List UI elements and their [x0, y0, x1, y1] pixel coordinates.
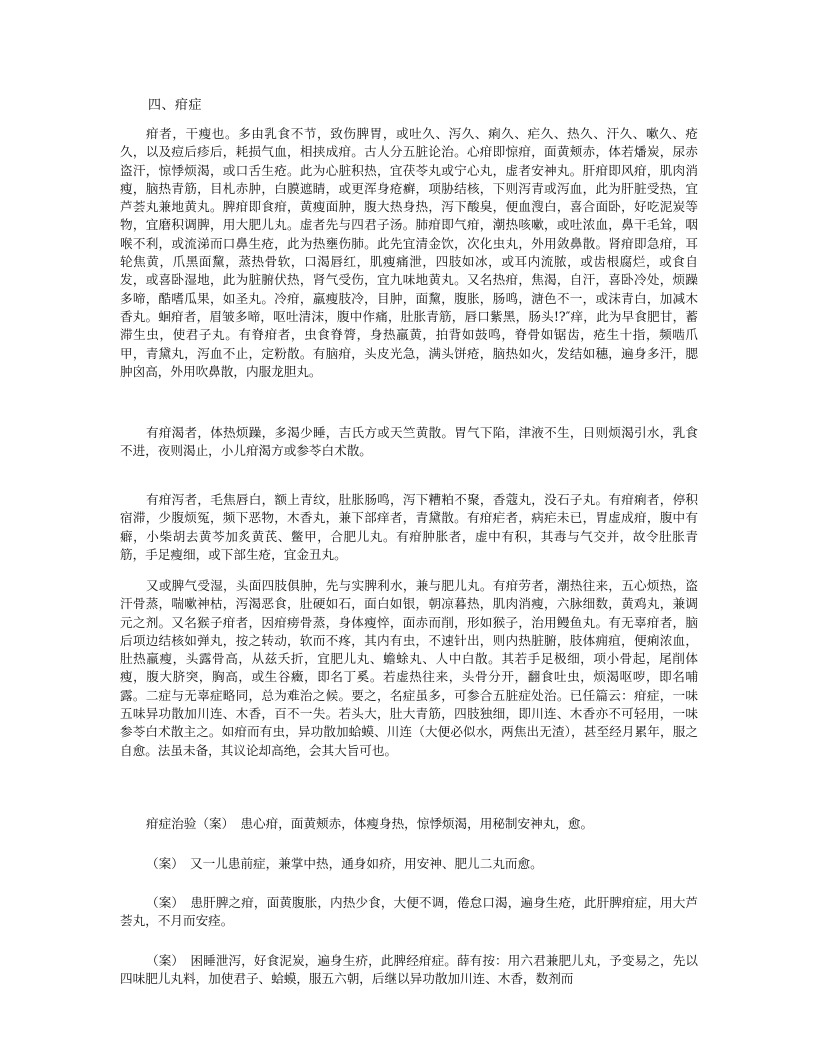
case-record: （案） 患肝脾之疳，面黄腹胀，内热少食，大便不调，倦怠口渴，遍身生疮，此肝脾疳症，用大芦荟丸，不月而安痊。: [120, 895, 698, 929]
paragraph-thirst: 有疳渴者，体热烦躁，多渴少睡，吉氏方或天竺黄散。胃气下陷，津液不生，日则烦渴引水，乳食不进，夜则渴止，小儿疳渴方或参苓白术散。: [120, 425, 698, 459]
case-record: （案） 困睡泄泻，好食泥炭，遍身生疥，此脾经疳症。薛有按：用六君兼肥儿丸，予变易之，先以四味肥儿丸料，加使君子、蛤蟆，服五六朝，后继以异功散加川连、木香，数剂而: [120, 953, 698, 987]
paragraph-edema: 又或脾气受湿，头面四肢俱肿，先与实脾利水，兼与肥儿丸。有疳劳者，潮热往来，五心烦热，盗汗骨蒸，喘嗽神枯，泻渴恶食，肚硬如石，面白如银，朝凉暮热，肌肉消瘦，六脉细数，黄鸡丸，兼调元之剂。又名猴子疳者，因疳痨骨蒸，身体瘦悴，面赤而削，形如猴子，治用鳗鱼丸。有无辜疳者，脑后项边结核如弹丸，按之转动，软而不疼，其内有虫，不速针出，则内热脏腑，肢体痈疽，便痢浓血，肚热羸瘦，头露骨高，从兹夭折，宜肥儿丸、蟾蜍丸、人中白散。其若手足极细，项小骨起，尾削体瘦，腹大脐突，胸高，或生谷癥，即名丁奚。若虚热往来，头骨分开，翻食吐虫，烦渴呕哕，即名哺露。二症与无辜症略同，总为难治之候。要之，名症虽多，可参合五脏症处治。已任篇云：疳症，一味五味异功散加川连、木香，百不一失。若头大，肚大青筋，四肢独细，即川连、木香亦不可轻用，一味参苓白术散主之。如疳而有虫，异功散加蛤蟆、川连（大便必似水，两焦出无渣），甚至经月累年，服之自愈。法虽未备，其议论却高绝，会其大旨可也。: [120, 578, 698, 758]
paragraph-diarrhea: 有疳泻者，毛焦唇白，额上青纹，肚胀肠鸣，泻下糟粕不聚，香蔻丸，没石子丸。有疳痢者，停积宿滞，少腹烦冤，频下恶物，木香丸，兼下部痒者，青黛散。有疳疟者，病疟未已，胃虚成疳，腹中有癖，小柴胡去黄芩加炙黄芪、鳖甲，合肥儿丸。有疳肿胀者，虚中有积，其毒与气交并，故令肚胀青筋，手足瘦细，或下部生疮，宜金丑丸。: [120, 492, 698, 562]
case-record: （案） 又一儿患前症，兼掌中热，通身如疥，用安神、肥儿二丸而愈。: [146, 856, 543, 871]
section-heading: 四、疳症: [148, 98, 203, 113]
case-record: 疳症治验（案） 患心疳，面黄颊赤，体瘦身热，惊悸烦渴，用秘制安神丸，愈。: [146, 816, 594, 831]
paragraph-main: 疳者，干瘦也。多由乳食不节，致伤脾胃，或吐久、泻久、痢久、疟久、热久、汗久、嗽久、疮久，以及痘后疹后，耗损气血，相挟成疳。古人分五脏论治。心疳即惊疳，面黄颊赤，体若燔炭，尿赤盗汗，惊悸烦渴，或口舌生疮。此为心脏积热，宜茯苓丸或宁心丸，虚者安神丸。肝疳即风疳，肌肉消瘦，脑热青筋，目札赤肿，白膜遮睛，或更浑身疮癣，项胁结核，下则泻青或泻血，此为肝脏受热，宜芦荟丸兼地黄丸。脾疳即食疳，黄瘦面肿，腹大热身热，泻下酸臭，便血溲白，喜合面卧，好吃泥炭等物，宜磨积调脾，用大肥儿丸。虚者先与四君子汤。肺疳即气疳，潮热咳嗽，或吐浓血，鼻干毛耸，咽喉不利，或流涕而口鼻生疮，此为热壅伤肺。此先宜清金饮，次化虫丸，外用敛鼻散。肾疳即急疳，耳轮焦黄，爪黑面黧，蒸热骨软，口渴唇红，肌瘦痛泄，四肢如冰，或耳内流脓，或齿根腐烂，或食自发，或喜卧湿地，此为脏腑伏热，肾气受伤，宜九味地黄丸。又名热疳，焦渴，自汗，喜卧冷处，烦躁多啼，酷嗜瓜果，如圣丸。冷疳，羸瘦肢冷，目肿，面黧，腹胀，肠鸣，溏色不一，或沫青白，加减木香丸。蛔疳者，眉皱多啼，呕吐清沫，腹中作痛，肚胀青筋，唇口紫黑，肠头!?″痒，此为早食肥甘，蓄滞生虫，使君子丸。有脊疳者，虫食脊膂，身热羸黄，拍背如鼓鸣，脊骨如锯齿，疮生十指，频啮爪甲，青黛丸，泻血不止，定粉散。有脑疳，头皮光急，满头饼疮，脑热如火，发结如穗，遍身多汗，腮肿囟高，外用吹鼻散，内服龙胆丸。: [120, 126, 698, 379]
